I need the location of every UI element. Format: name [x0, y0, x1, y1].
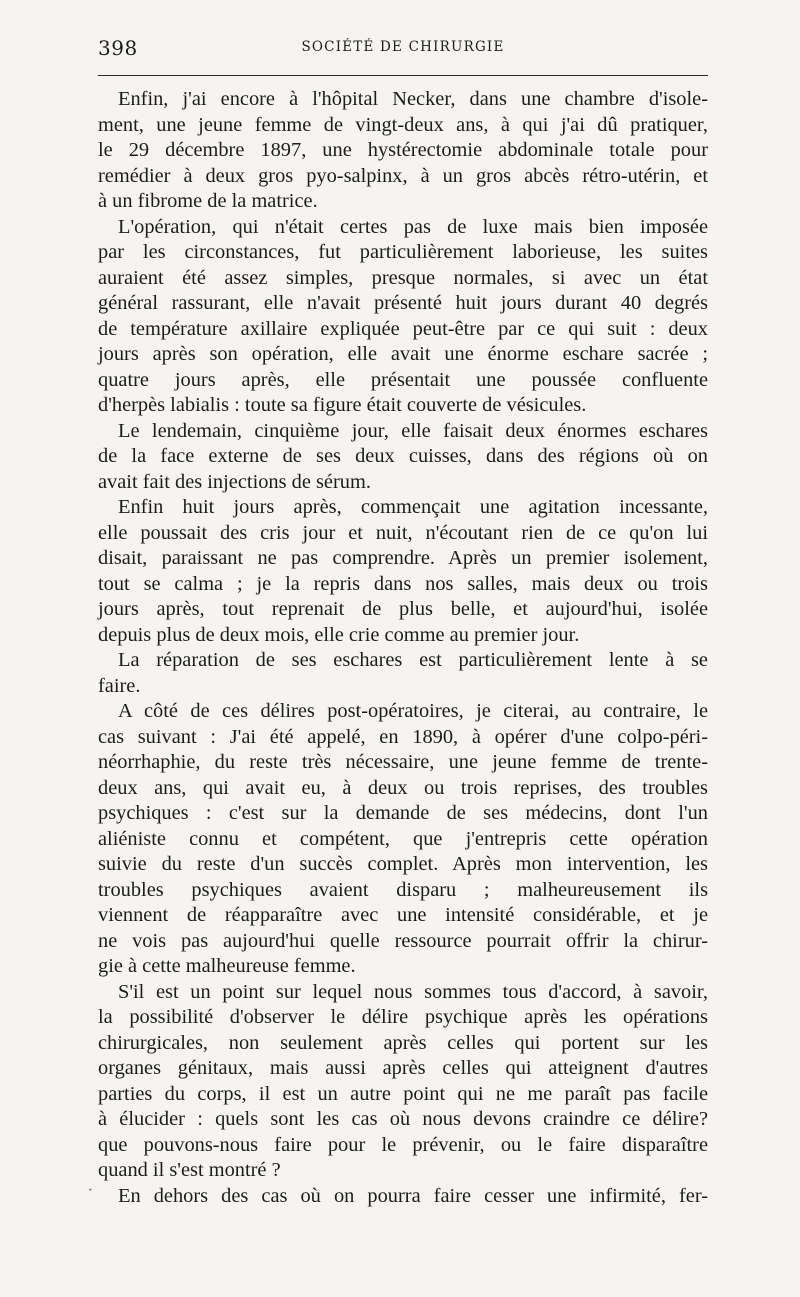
text-line: par les circonstances, fut particulièrement laborieuse, les suites [98, 241, 708, 263]
body-text [98, 87, 708, 1209]
text-line: Le lendemain, cinquième jour, elle faisait deux énormes eschares [118, 419, 708, 442]
text-line: jours après son opération, elle avait une énorme eschare sacrée ; [98, 343, 708, 365]
text-line: remédier à deux gros pyo-salpinx, à un gros abcès rétro-utérin, et [98, 164, 708, 187]
text-line: le 29 décembre 1897, une hystérectomie abdominale totale pour [98, 139, 708, 161]
text-line: elle poussait des cris jour et nuit, n'écoutant rien de ce qu'on lui [98, 521, 708, 544]
text-line: chirurgicales, non seulement après celles qui portent sur les [98, 1031, 708, 1054]
running-head: SOCIÉTÉ DE CHIRURGIE [301, 39, 505, 55]
text-line: à un fibrome de la matrice. [98, 190, 318, 212]
text-line: la possibilité d'observer le délire psychique après les opérations [98, 1006, 708, 1028]
text-line: disait, paraissant ne pas comprendre. Après un premier isolement, [98, 547, 708, 569]
text-line: ment, une jeune femme de vingt-deux ans, à qui j'ai dû pratiquer, [98, 113, 708, 136]
page-header [98, 36, 708, 62]
margin-mark: ˯ [88, 1177, 93, 1192]
text-line: aliéniste connu et compétent, que j'entrepris cette opération [98, 827, 708, 850]
text-line: de température axillaire expliquée peut-être par ce qui suit : deux [98, 317, 708, 340]
text-line: tout se calma ; je la repris dans nos salles, mais deux ou trois [98, 572, 708, 595]
text-line: d'herpès labialis : toute sa figure était couverte de vésicules. [98, 394, 587, 416]
page-number: 398 [98, 36, 138, 60]
text-line: cas suivant : J'ai été appelé, en 1890, à opérer d'une colpo-péri- [98, 725, 708, 748]
text-line: En dehors des cas où on pourra faire cesser une infirmité, fer- [118, 1184, 708, 1207]
text-line: auraient été assez simples, presque normales, si avec un état [98, 266, 708, 289]
text-line: Enfin huit jours après, commençait une agitation incessante, [118, 496, 708, 518]
text-line: Enfin, j'ai encore à l'hôpital Necker, dans une chambre d'isole- [118, 88, 708, 110]
header-rule [98, 75, 708, 76]
text-line: La réparation de ses eschares est particulièrement lente à se [118, 649, 708, 671]
text-line: suivie du reste d'un succès complet. Après mon intervention, les [98, 853, 708, 875]
text-line: général rassurant, elle n'avait présenté huit jours durant 40 degrés [98, 292, 708, 314]
text-line: deux ans, qui avait eu, à deux ou trois reprises, des troubles [98, 776, 708, 799]
text-line: parties du corps, il est un autre point qui ne me paraît pas facile [98, 1082, 708, 1105]
text-line: néorrhaphie, du reste très nécessaire, une jeune femme de trente- [98, 751, 708, 773]
text-line: organes génitaux, mais aussi après celles qui atteignent d'autres [98, 1057, 708, 1079]
text-line: avait fait des injections de sérum. [98, 470, 371, 493]
text-line: viennent de réapparaître avec une intensité considérable, et je [98, 904, 708, 926]
text-line: troubles psychiques avaient disparu ; malheureusement ils [98, 878, 708, 901]
text-line: L'opération, qui n'était certes pas de luxe mais bien imposée [118, 215, 708, 238]
text-line: quatre jours après, elle présentait une poussée confluente [98, 368, 708, 391]
text-line: jours après, tout reprenait de plus belle, et aujourd'hui, isolée [98, 598, 708, 620]
text-line: à élucider : quels sont les cas où nous devons craindre ce délire? [98, 1108, 708, 1130]
text-line: que pouvons-nous faire pour le prévenir, ou le faire disparaître [98, 1133, 708, 1156]
text-line: A côté de ces délires post-opératoires, je citerai, au contraire, le [118, 700, 708, 722]
text-line: S'il est un point sur lequel nous sommes tous d'accord, à savoir, [118, 980, 708, 1003]
text-line: depuis plus de deux mois, elle crie comme au premier jour. [98, 623, 580, 646]
text-line: ne vois pas aujourd'hui quelle ressource pourrait offrir la chirur- [98, 929, 708, 952]
text-line: quand il s'est montré ? [98, 1159, 281, 1181]
text-line: de la face externe de ses deux cuisses, dans des régions où on [98, 445, 708, 467]
text-line: gie à cette malheureuse femme. [98, 955, 356, 977]
text-line: psychiques : c'est sur la demande de ses médecins, dont l'un [98, 802, 708, 824]
text-line: faire. [98, 674, 141, 697]
